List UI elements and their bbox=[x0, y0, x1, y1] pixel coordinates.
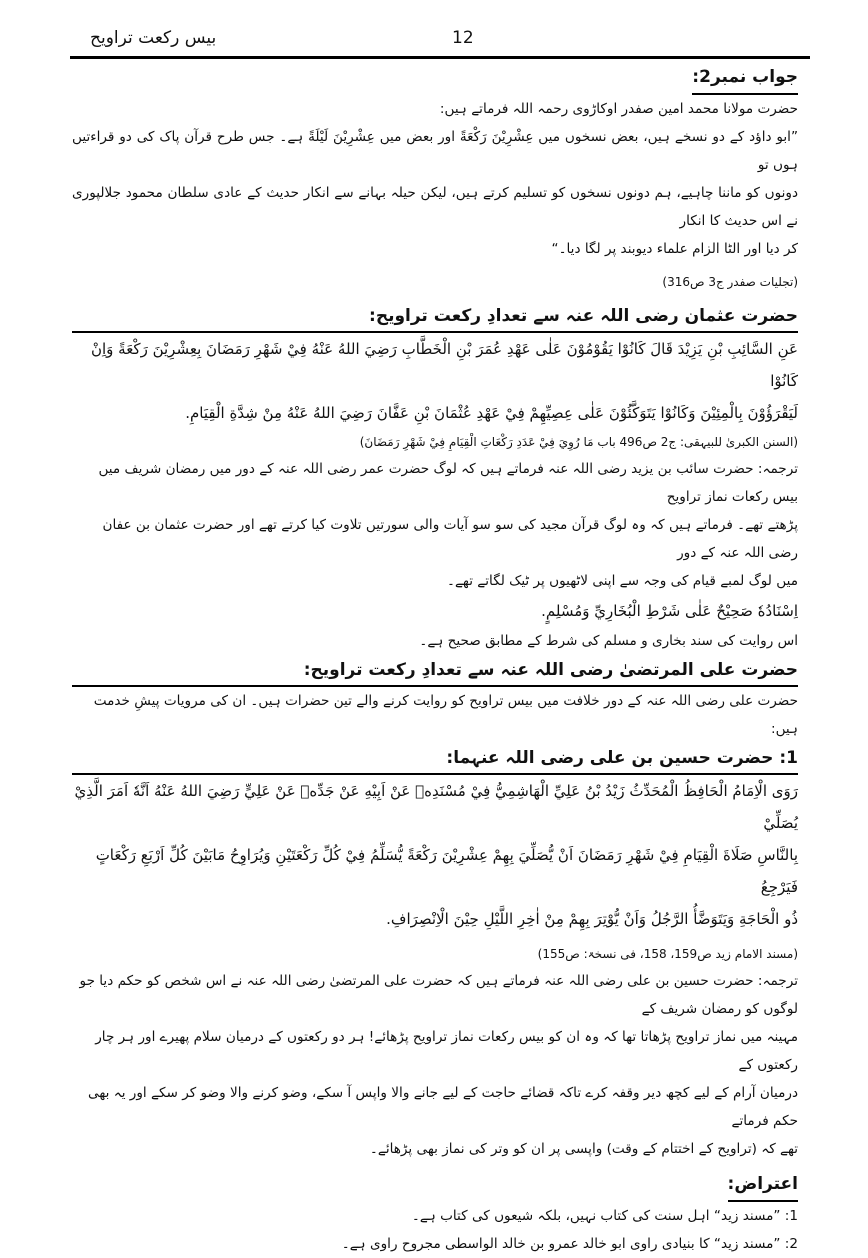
answer-reference: (تجلیات صفدر ج3 ص316) bbox=[662, 275, 798, 289]
translation-line: درمیان آرام کے لیے کچھ دیر وقفہ کرے تاکہ قضائے حاجت کے لیے جانے والا واپس آ سکے، وضو کرنے والا وضو کر سکے اور یہ بھی حکم فرماتے bbox=[88, 1085, 798, 1129]
ali-intro: حضرت علی رضی اللہ عنہ کے دور خلافت میں بیس تراویح کو روایت کرنے والے تین حضرات ہیں۔ ان کی مرویات پیشِ خدمت ہیں: bbox=[93, 693, 798, 737]
ali-heading: حضرت علی المرتضیٰ رضی اللہ عنہ سے تعدادِ رکعت تراویح: bbox=[72, 655, 798, 687]
isnad-arabic: اِسْنَادُهٗ صَحِيْحٌ عَلٰى شَرْطِ الْبُخَارِيِّ وَمُسْلِمٍ. bbox=[541, 602, 798, 620]
quote-line: دونوں کو ماننا چاہیے، ہم دونوں نسخوں کو تسلیم کرتے ہیں، لیکن حیلہ بہانے سے انکار حدیث کے عادی سلطان محمود جلالپوری نے اس حدیث کا انکار bbox=[72, 185, 798, 229]
uthman-heading: حضرت عثمان رضی اللہ عنہ سے تعدادِ رکعت تراویح: bbox=[72, 301, 798, 333]
uthman-reference: (السنن الکبریٰ للبیہقی: ج2 ص496 باب مَا رُوِيَ فِيْ عَدَدِ رَكْعَاتِ الْقِيَامِ فِيْ شَهْرِ رَمَضَانَ) bbox=[359, 435, 798, 449]
translation-line: ترجمہ: حضرت سائب بن یزید رضی اللہ عنہ فرماتے ہیں کہ لوگ حضرت عمر رضی اللہ عنہ کے دور میں رمضان شریف میں بیس رکعات نماز تراویح bbox=[98, 461, 798, 505]
translation-line: میں لوگ لمبے قیام کی وجہ سے اپنی لاٹھیوں پر ٹیک لگاتے تھے۔ bbox=[447, 573, 798, 589]
arabic-narration: عَنِ السَّائِبِ بْنِ يَزِيْدَ قَالَ كَانُوْا يَقُوْمُوْنَ عَلٰى عَهْدِ عُمَرَ بْنِ الْخَطَّابِ رَضِيَ اللهُ عَنْهُ فِيْ شَهْرِ رَمَضَانَ بِعِشْرِيْنَ رَكْعَةً وَاِنْ كَانُوْا bbox=[90, 340, 798, 390]
page-number: 12 bbox=[452, 28, 474, 48]
running-title: بیس رکعت تراویح bbox=[90, 28, 217, 48]
answer-intro: حضرت مولانا محمد امین صفدر اوکاڑوی رحمہ اللہ فرماتے ہیں: bbox=[439, 101, 798, 117]
arabic-narration: رَوَى الْاِمَامُ الْحَافِظُ الْمُحَدِّثُ زَيْدُ بْنُ عَلِيِّ الْهَاشِمِيُّ فِيْ مُسْنَدِهٖ عَنْ اَبِيْهِ عَنْ جَدِّهٖ عَنْ عَلِيٍّ رَضِيَ اللهُ عَنْهُ اَنَّهٗ اَمَرَ الَّذِيْ يُصَلِّيْ bbox=[74, 782, 798, 832]
translation-line: مہینہ میں نماز تراویح پڑھاتا تھا کہ وہ ان کو بیس رکعات نماز تراویح پڑھائے! ہر دو رکعتوں کے درمیان سلام پھیرے اور ہر چار رکعتوں کے bbox=[95, 1029, 798, 1073]
answer-quote bbox=[72, 123, 798, 263]
arabic-narration: بِالنَّاسِ صَلَاةَ الْقِيَامِ فِيْ شَهْرِ رَمَضَانَ اَنْ يُّصَلِّيَ بِهِمْ عِشْرِيْنَ رَكْعَةً يُّسَلِّمُ فِيْ كُلِّ رَكْعَتَيْنِ وَيُرَاوِحُ مَابَيْنَ كُلِّ اَرْبَعِ رَكْعَاتٍ فَيَرْجِعُ bbox=[95, 846, 798, 896]
quote-line: کر دیا اور الٹا الزام علماء دیوبند پر لگا دیا۔“ bbox=[551, 241, 798, 257]
objection-item: 1: ”مسند زید“ اہل سنت کی کتاب نہیں، بلکہ شیعوں کی کتاب ہے۔ bbox=[411, 1208, 798, 1224]
husain-heading: 1: حضرت حسین بن علی رضی اللہ عنہما: bbox=[72, 743, 798, 775]
isnad-translation: اس روایت کی سند بخاری و مسلم کی شرط کے مطابق صحیح ہے۔ bbox=[419, 633, 798, 649]
translation-line: ترجمہ: حضرت حسین بن علی رضی اللہ عنہ فرماتے ہیں کہ حضرت علی المرتضیٰ رضی اللہ عنہ نے اس شخص کو حکم دیا جو لوگوں کو رمضان شریف کے bbox=[79, 973, 798, 1017]
arabic-narration: ذُو الْحَاجَةِ وَيَتَوَضَّأُ الرَّجُلُ وَاَنْ يُّوْتِرَ بِهِمْ مِنْ اٰخِرِ اللَّيْلِ حِيْنَ الْاِنْصِرَافِ. bbox=[386, 910, 798, 928]
translation-line: پڑھتے تھے۔ فرماتے ہیں کہ وہ لوگ قرآن مجید کی سو سو آیات والی سورتیں تلاوت کیا کرتے تھے اور حضرت عثمان بن عفان رضی اللہ عنہ کے دور bbox=[102, 517, 798, 561]
objection-heading: اعتراض: bbox=[72, 1169, 798, 1202]
answer-heading: جواب نمبر2: bbox=[72, 62, 798, 95]
page-body bbox=[72, 62, 798, 1258]
header-divider bbox=[70, 56, 810, 59]
husain-reference: (مسند الامام زید ص159، 158، فی نسخۃ: ص155) bbox=[537, 947, 798, 961]
page-header bbox=[0, 0, 868, 60]
objection-item: 2: ”مسند زید“ کا بنیادی راوی ابو خالد عمرو بن خالد الواسطی مجروح راوی ہے۔ bbox=[341, 1236, 798, 1252]
quote-line: ”ابو داؤد کے دو نسخے ہیں، بعض نسخوں میں عِشْرِیْنَ رَکْعَةً اور بعض میں عِشْرِیْنَ لَیْلَةً ہے۔ جس طرح قرآن پاک کی دو قراءتیں ہوں تو bbox=[72, 129, 798, 173]
arabic-narration: لَيَقْرَؤُوْنَ بِالْمِئِيْنَ وَكَانُوْا يَتَوَكَّئُوْنَ عَلٰى عِصِيِّهِمْ فِيْ عَهْدِ عُثْمَانَ بْنِ عَفَّانَ رَضِيَ اللهُ عَنْهُ مِنْ شِدَّةِ الْقِيَامِ. bbox=[185, 404, 798, 422]
translation-line: تھے کہ (تراویح کے اختتام کے وقت) واپسی پر ان کو وتر کی نماز بھی پڑھائے۔ bbox=[369, 1141, 798, 1157]
